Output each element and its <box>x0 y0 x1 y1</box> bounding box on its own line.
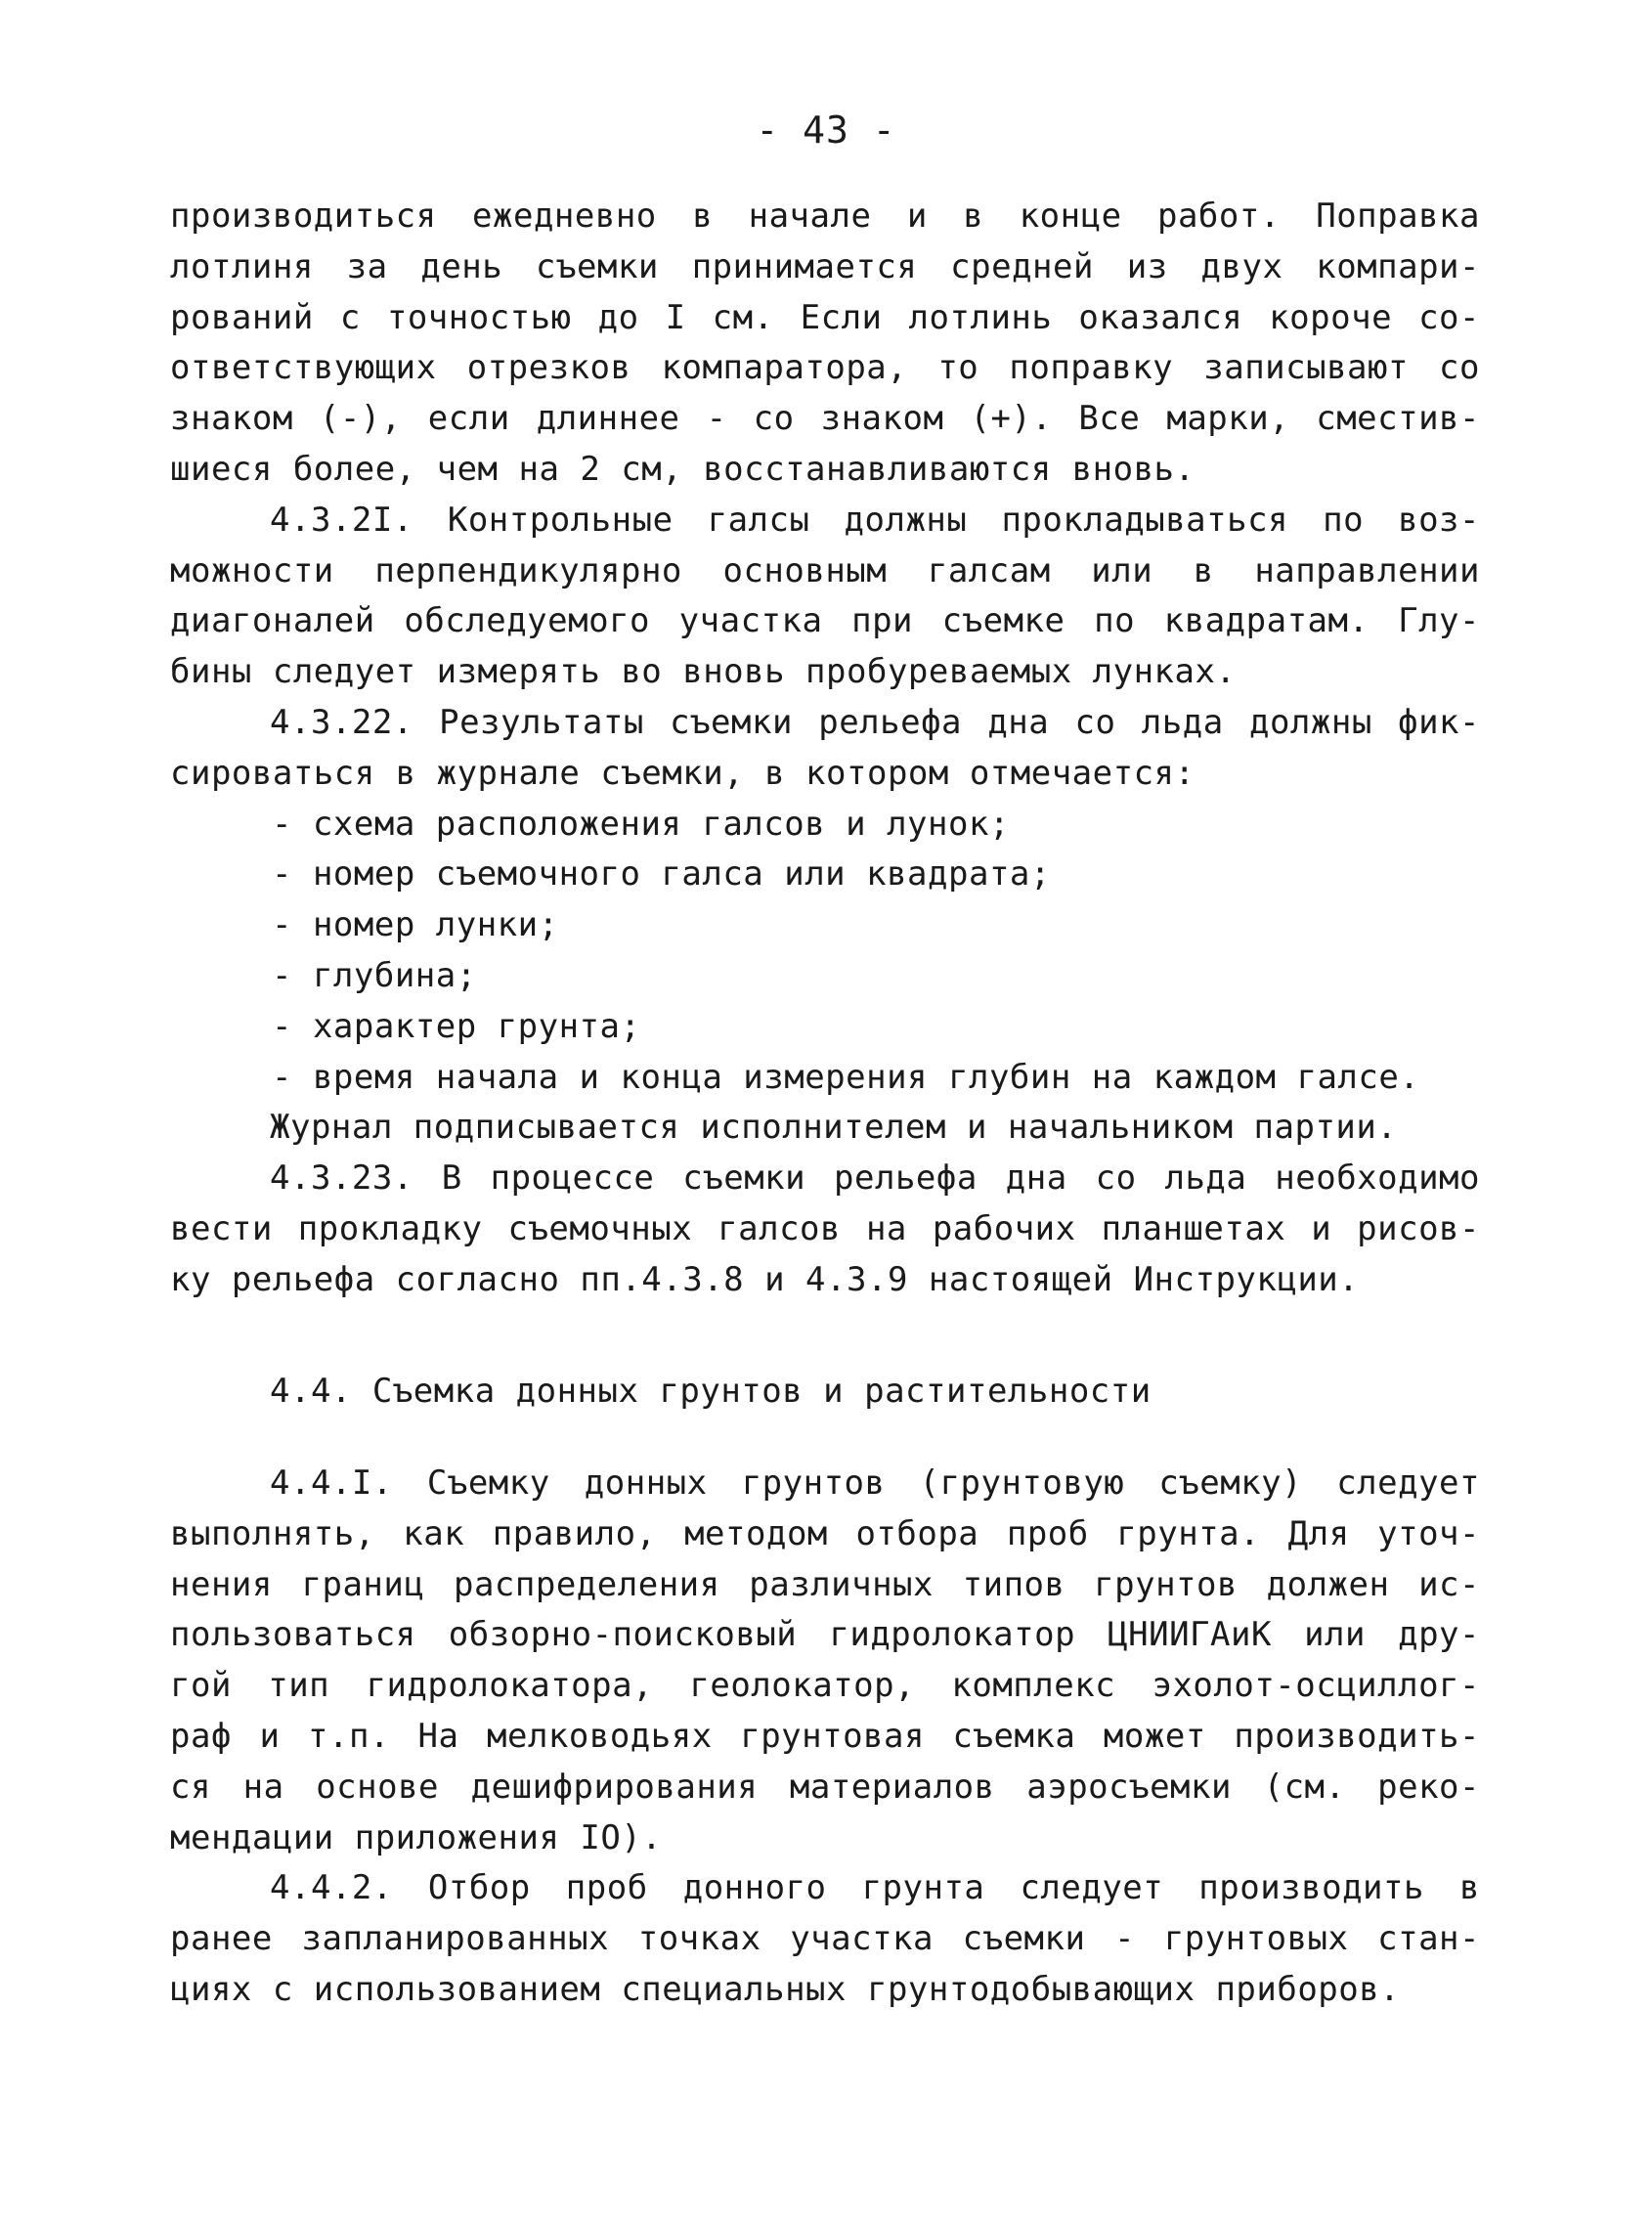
text-line: мендации приложения IO). <box>170 1817 663 1857</box>
paragraph-start-4-4-1: 4.4.I. Съемку донных грунтов (грунтовую съемку) следует <box>270 1463 1480 1503</box>
text-line: лотлиня за день съемки принимается средней из двух компари- <box>170 246 1480 286</box>
text-line: сироваться в журнале съемки, в котором отмечается: <box>170 753 1196 793</box>
paragraph-start-4-3-23: 4.3.23. В процессе съемки рельефа дна со льда необходимо <box>270 1158 1480 1199</box>
text-line: рований с точностью до I см. Если лотлинь оказался короче со- <box>170 297 1480 337</box>
list-item: - характер грунта; <box>272 1006 641 1046</box>
text-block-survey-lines <box>170 192 1480 1306</box>
text-line: можности перпендикулярно основным галсам или в направлении <box>170 550 1480 590</box>
text-line: диагоналей обследуемого участка при съемке по квадратам. Глу- <box>170 601 1480 641</box>
text-line: циях с использованием специальных грунтодобывающих приборов. <box>170 1969 1401 2009</box>
list-item: - время начала и конца измерения глубин на каждом галсе. <box>272 1057 1420 1097</box>
text-block-bottom-soils <box>170 1459 1480 2016</box>
text-line: производиться ежедневно в начале и в конце работ. Поправка <box>170 196 1480 236</box>
section-heading-block <box>170 1367 1480 1418</box>
paragraph-start-4-4-2: 4.4.2. Отбор проб донного грунта следует производить в <box>270 1868 1480 1908</box>
paragraph-start-4-3-22: 4.3.22. Результаты съемки рельефа дна со льда должны фик- <box>270 702 1480 742</box>
page-number: - 43 - <box>756 109 896 152</box>
section-heading: 4.4. Съемка донных грунтов и растительности <box>270 1372 1152 1411</box>
list-item: - номер лунки; <box>272 905 559 945</box>
text-line: гой тип гидролокатора, геолокатор, комплекс эхолот-осциллог- <box>170 1666 1480 1706</box>
text-line: выполнять, как правило, методом отбора проб грунта. Для уточ- <box>170 1513 1480 1553</box>
text-line: знаком (-), если длиннее - со знаком (+). Все марки, сместив- <box>170 399 1480 439</box>
text-line: ку рельефа согласно пп.4.3.8 и 4.3.9 настоящей Инструкции. <box>170 1259 1360 1299</box>
text-line: бины следует измерять во вновь пробуреваемых лунках. <box>170 652 1237 692</box>
text-line: вести прокладку съемочных галсов на рабочих планшетах и рисов- <box>170 1208 1480 1248</box>
text-line: ответствующих отрезков компаратора, то поправку записывают со <box>170 348 1480 388</box>
list-item: - схема расположения галсов и лунок; <box>272 804 1010 844</box>
text-line: пользоваться обзорно-поисковый гидролокатор ЦНИИГАиК или дру- <box>170 1615 1480 1655</box>
list-item: - номер съемочного галса или квадрата; <box>272 854 1051 895</box>
paragraph-start-4-3-21: 4.3.2I. Контрольные галсы должны прокладываться по воз- <box>270 500 1480 540</box>
text-line: ранее запланированных точках участка съемки - грунтовых стан- <box>170 1919 1480 1959</box>
text-line: раф и т.п. На мелководьях грунтовая съемка может производить- <box>170 1716 1480 1756</box>
list-item: - глубина; <box>272 955 477 995</box>
text-line: ся на основе дешифрирования материалов аэросъемки (см. реко- <box>170 1767 1480 1807</box>
text-line: Журнал подписывается исполнителем и начальником партии. <box>270 1108 1398 1148</box>
text-line: шиеся более, чем на 2 см, восстанавливаются вновь. <box>170 449 1196 489</box>
text-line: нения границ распределения различных типов грунтов должен ис- <box>170 1564 1480 1604</box>
